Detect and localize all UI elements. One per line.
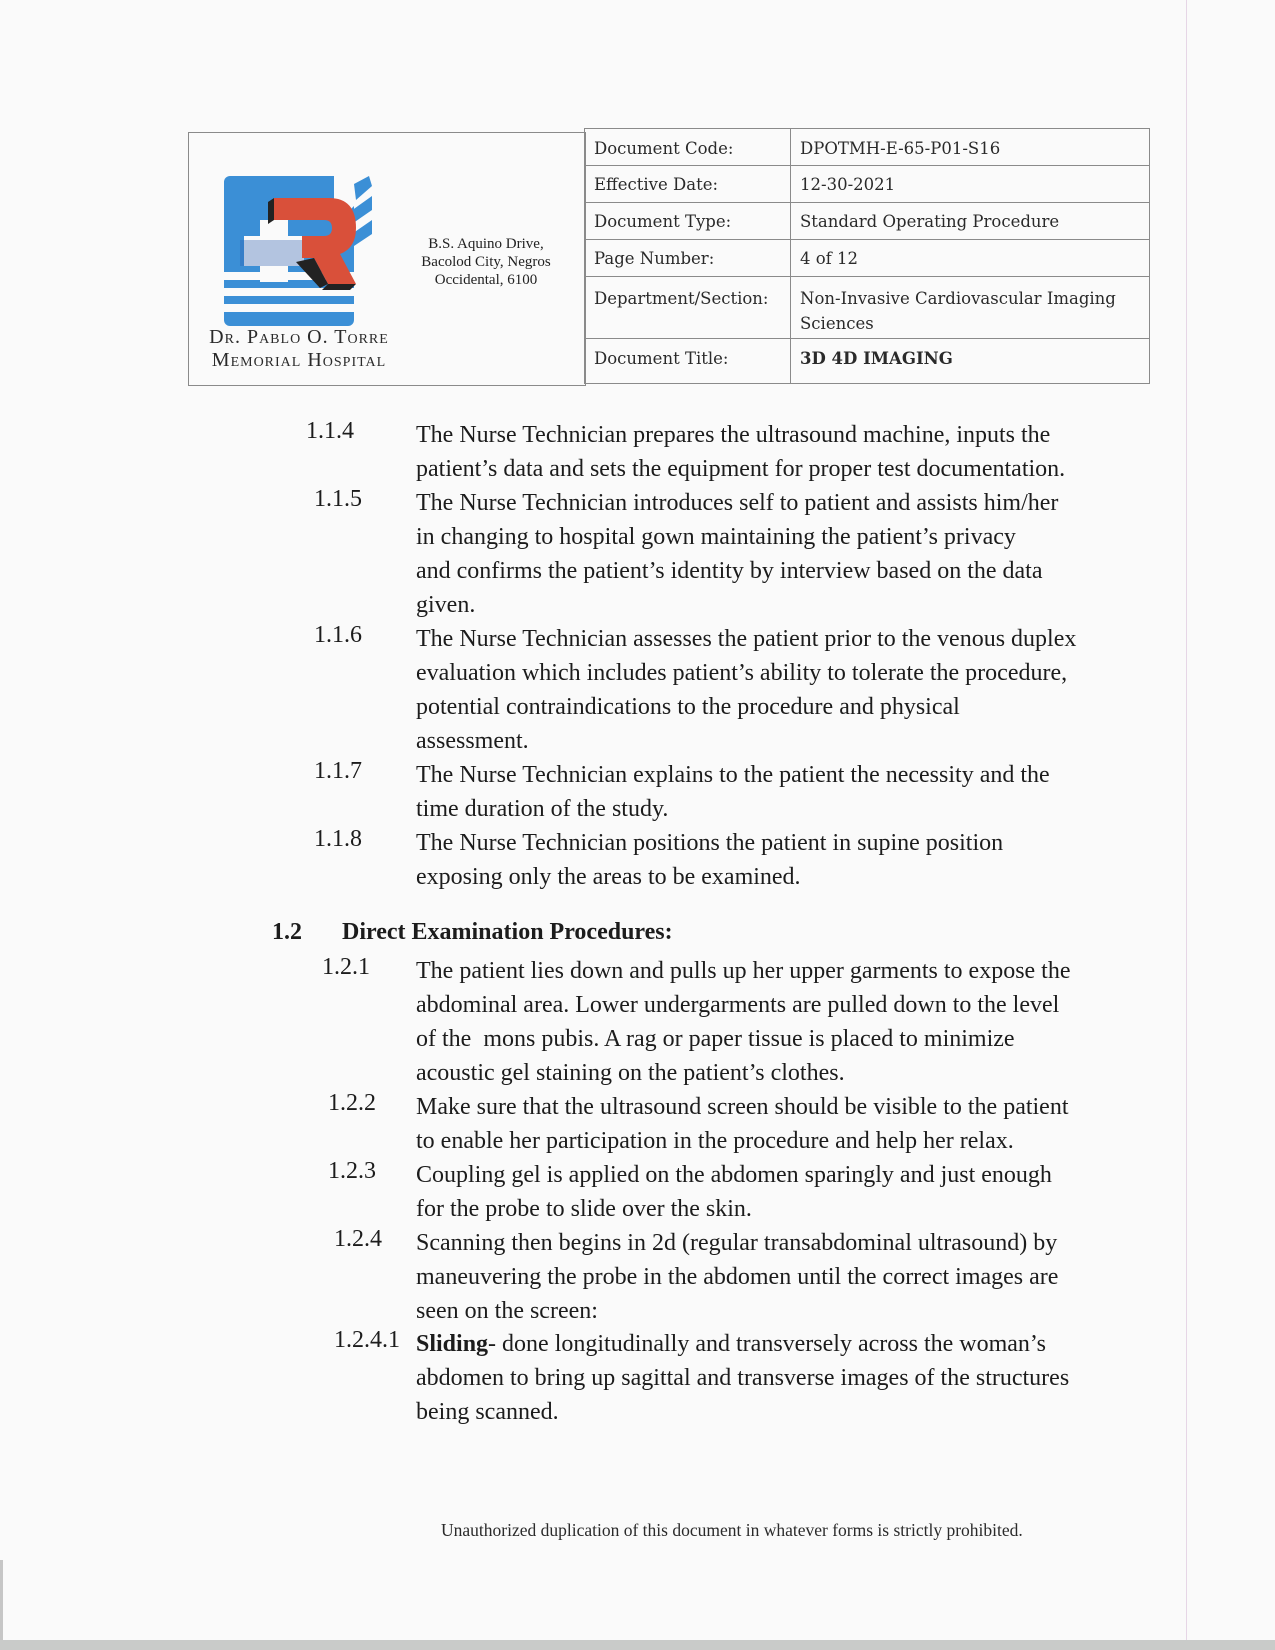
meta-row bbox=[585, 240, 1150, 277]
section-number: 1.2 bbox=[272, 919, 302, 945]
text-line: to enable her participation in the procedure and help her relax. bbox=[416, 1128, 1014, 1154]
text-line bbox=[416, 1327, 1176, 1361]
meta-label: Department/Section: bbox=[585, 277, 791, 339]
hospital-name-line2: Memorial Hospital bbox=[211, 349, 387, 371]
text-line: Scanning then begins in 2d (regular transabdominal ultrasound) by bbox=[416, 1230, 1058, 1256]
text-line: Coupling gel is applied on the abdomen sparingly and just enough bbox=[416, 1162, 1052, 1188]
meta-label: Document Title: bbox=[585, 339, 791, 384]
text-line: and confirms the patient’s identity by interview based on the data bbox=[416, 558, 1043, 584]
text-line: The Nurse Technician introduces self to patient and assists him/her bbox=[416, 490, 1059, 516]
item-number: 1.2.3 bbox=[328, 1158, 376, 1184]
meta-label: Page Number: bbox=[585, 240, 791, 277]
text-line: exposing only the areas to be examined. bbox=[416, 864, 801, 890]
hospital-name-line1: Dr. Pablo O. Torre bbox=[209, 326, 389, 348]
text-line: abdominal area. Lower undergarments are pulled down to the level bbox=[416, 992, 1060, 1018]
meta-label: Document Code: bbox=[585, 129, 791, 166]
meta-row bbox=[585, 129, 1150, 166]
text-line: abdomen to bring up sagittal and transverse images of the structures bbox=[416, 1365, 1070, 1391]
text-line: The Nurse Technician assesses the patient prior to the venous duplex bbox=[416, 626, 1077, 652]
scan-shadow bbox=[0, 1560, 3, 1640]
text-line: The Nurse Technician prepares the ultrasound machine, inputs the bbox=[416, 422, 1051, 448]
meta-value: 12-30-2021 bbox=[791, 166, 1150, 203]
meta-value: Standard Operating Procedure bbox=[791, 203, 1150, 240]
footer-notice: Unauthorized duplication of this document in whatever forms is strictly prohibited. bbox=[441, 1520, 1023, 1540]
document-header bbox=[188, 128, 1189, 386]
meta-row bbox=[585, 203, 1150, 240]
text-line: in changing to hospital gown maintaining the patient’s privacy bbox=[416, 524, 1016, 550]
meta-value: DPOTMH-E-65-P01-S16 bbox=[791, 129, 1150, 166]
text-line: given. bbox=[416, 592, 476, 618]
item-number: 1.1.6 bbox=[314, 622, 362, 648]
hospital-address: B.S. Aquino Drive, Bacolod City, Negros Occidental, 6100 bbox=[421, 236, 551, 288]
text-line: The Nurse Technician explains to the patient the necessity and the bbox=[416, 762, 1050, 788]
text-line: The Nurse Technician positions the patient in supine position bbox=[416, 830, 1004, 856]
scan-bottom-band bbox=[0, 1640, 1275, 1650]
meta-row bbox=[585, 166, 1150, 203]
section-title: Direct Examination Procedures: bbox=[342, 919, 673, 945]
item-number: 1.1.7 bbox=[314, 758, 362, 784]
meta-label: Document Type: bbox=[585, 203, 791, 240]
text-line: The patient lies down and pulls up her upper garments to expose the bbox=[416, 958, 1071, 984]
document-meta-table bbox=[584, 128, 1150, 384]
text-line: time duration of the study. bbox=[416, 796, 669, 822]
item-number: 1.2.4.1 bbox=[334, 1327, 400, 1353]
text-line: Make sure that the ultrasound screen should be visible to the patient bbox=[416, 1094, 1069, 1120]
logo-cell bbox=[188, 132, 586, 386]
item-number: 1.1.4 bbox=[306, 418, 354, 444]
text-fragment: - done longitudinally and transversely across the woman’s bbox=[488, 1331, 1046, 1357]
hospital-logo-icon bbox=[224, 176, 374, 326]
meta-row bbox=[585, 339, 1150, 384]
item-number: 1.1.5 bbox=[314, 486, 362, 512]
text-line: acoustic gel staining on the patient’s clothes. bbox=[416, 1060, 845, 1086]
text-line: for the probe to slide over the skin. bbox=[416, 1196, 752, 1222]
item-number: 1.2.4 bbox=[334, 1226, 382, 1252]
term-bold: Sliding bbox=[416, 1331, 489, 1357]
text-line: being scanned. bbox=[416, 1399, 559, 1425]
meta-row bbox=[585, 277, 1150, 339]
document-title-value: 3D 4D IMAGING bbox=[791, 339, 1150, 384]
text-line: potential contraindications to the procedure and physical bbox=[416, 694, 960, 720]
text-line: seen on the screen: bbox=[416, 1298, 598, 1324]
meta-label: Effective Date: bbox=[585, 166, 791, 203]
text-line: of the mons pubis. A rag or paper tissue is placed to minimize bbox=[416, 1026, 1015, 1052]
text-line: patient’s data and sets the equipment for proper test documentation. bbox=[416, 456, 1066, 482]
text-line: maneuvering the probe in the abdomen until the correct images are bbox=[416, 1264, 1059, 1290]
meta-value: 4 of 12 bbox=[791, 240, 1150, 277]
item-number: 1.2.2 bbox=[328, 1090, 376, 1116]
text-line: assessment. bbox=[416, 728, 529, 754]
meta-value: Non-Invasive Cardiovascular Imaging Sciences bbox=[791, 277, 1150, 339]
item-number: 1.2.1 bbox=[322, 954, 370, 980]
item-number: 1.1.8 bbox=[314, 826, 362, 852]
text-line: evaluation which includes patient’s ability to tolerate the procedure, bbox=[416, 660, 1068, 686]
